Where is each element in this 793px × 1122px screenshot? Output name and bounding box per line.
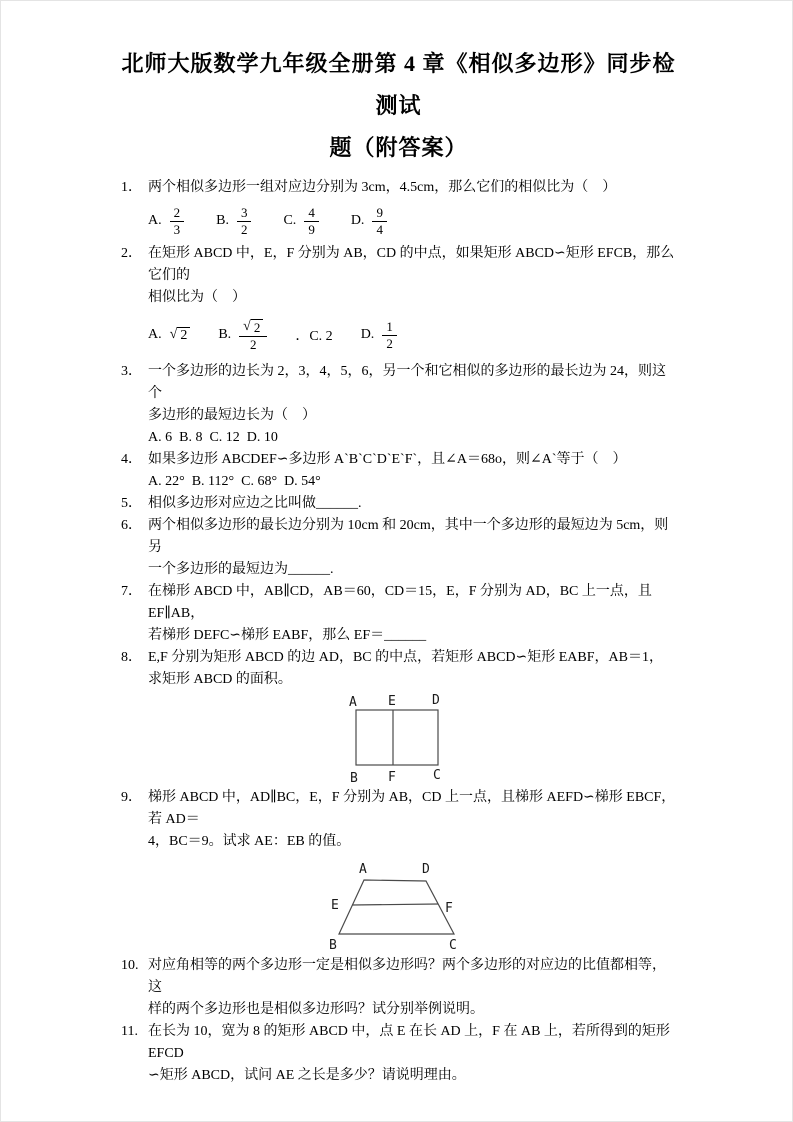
radical-sign: √ bbox=[169, 326, 178, 342]
vertex-label-b: B bbox=[329, 938, 337, 953]
figure-trapezoid-abcd bbox=[316, 856, 676, 954]
question-4-options: A. 22° B. 112° C. 68° D. 54° bbox=[148, 474, 321, 489]
question-number: 3． bbox=[121, 364, 142, 379]
radicand: 2 bbox=[177, 327, 190, 344]
question-2 bbox=[121, 243, 676, 361]
question-8 bbox=[121, 647, 676, 691]
fraction bbox=[304, 205, 319, 238]
question-5 bbox=[121, 493, 676, 515]
question-text: 求矩形 ABCD 的面积。 bbox=[148, 672, 292, 687]
vertex-label-c: C bbox=[433, 768, 441, 783]
question-6 bbox=[121, 515, 676, 581]
question-text: 两个相似多边形一组对应边分别为 3cm，4.5cm，那么它们的相似比为（ ） bbox=[148, 180, 617, 195]
fraction-numerator: 9 bbox=[372, 205, 387, 222]
question-2-options bbox=[148, 309, 676, 361]
vertex-label-a: A bbox=[359, 862, 367, 877]
question-1-options bbox=[148, 199, 676, 243]
trapezoid-shape bbox=[339, 880, 454, 934]
question-text: 在梯形 ABCD 中，AB∥CD，AB＝60，CD＝15，E，F 分别为 AD，BC 上一点，且 EF∥AB， bbox=[148, 584, 656, 621]
vertex-label-f: F bbox=[388, 770, 396, 785]
title-line-1: 北师大版数学九年级全册第 4 章《相似多边形》同步检测试 bbox=[121, 51, 676, 118]
question-number: 10. bbox=[121, 958, 139, 973]
fraction bbox=[170, 205, 185, 238]
question-text: 一个多边形的最短边为______. bbox=[148, 562, 334, 577]
question-number: 6． bbox=[121, 518, 142, 533]
question-text: 在矩形 ABCD 中，E，F 分别为 AB，CD 的中点，如果矩形 ABCD∽矩形 EFCB，那么它们的 bbox=[148, 246, 675, 283]
fraction-numerator: 1 bbox=[382, 319, 397, 336]
question-9 bbox=[121, 787, 676, 853]
question-text: 样的两个多边形也是相似多边形吗？试分别举例说明。 bbox=[148, 1002, 484, 1017]
title-line-2: 题（附答案） bbox=[329, 135, 468, 160]
question-text: 两个相似多边形的最长边分别为 10cm 和 20cm，其中一个多边形的最短边为 5cm，则另 bbox=[148, 518, 669, 555]
vertex-label-d: D bbox=[432, 693, 440, 708]
fraction-numerator: 2 bbox=[170, 205, 185, 222]
rectangle-diagram bbox=[336, 693, 461, 787]
vertex-label-c: C bbox=[449, 938, 457, 953]
option-label: D. bbox=[350, 213, 365, 228]
option-label: D. bbox=[360, 327, 375, 342]
question-text: 4，BC＝9。试求 AE：EB 的值。 bbox=[148, 834, 351, 849]
question-7 bbox=[121, 581, 676, 647]
question-number: 4． bbox=[121, 452, 142, 467]
fraction-numerator: 4 bbox=[304, 205, 319, 222]
question-text: E,F 分别为矩形 ABCD 的边 AD，BC 的中点，若矩形 ABCD∽矩形 EABF，AB＝1， bbox=[148, 650, 663, 665]
option-label: A. bbox=[148, 213, 162, 228]
question-text: 多边形的最短边长为（ ） bbox=[148, 408, 316, 423]
option-c bbox=[295, 325, 332, 345]
option-a bbox=[148, 327, 190, 344]
fraction-denominator: 4 bbox=[376, 221, 383, 237]
option-label: ．C. 2 bbox=[295, 329, 333, 344]
fraction bbox=[237, 205, 252, 238]
option-d bbox=[351, 205, 387, 238]
radicand: 2 bbox=[251, 319, 264, 336]
question-10 bbox=[121, 955, 676, 1021]
question-text: 若梯形 DEFC∽梯形 EABF，那么 EF＝______ bbox=[148, 628, 427, 643]
rectangle-shape bbox=[356, 710, 438, 765]
fraction-denominator: 2 bbox=[386, 335, 393, 351]
vertex-label-f: F bbox=[445, 901, 453, 916]
question-number: 11. bbox=[121, 1024, 138, 1039]
option-c bbox=[283, 205, 318, 238]
document-title bbox=[121, 43, 676, 169]
question-text: 如果多边形 ABCDEF∽多边形 A`B`C`D`E`F`，且∠A＝68o，则∠A`等于（ ） bbox=[148, 452, 627, 467]
fraction bbox=[372, 205, 387, 238]
radical-expression bbox=[170, 327, 191, 344]
radical-expression bbox=[243, 319, 263, 336]
vertex-label-d: D bbox=[422, 862, 430, 877]
fraction bbox=[382, 319, 397, 352]
question-text: ∽矩形 ABCD，试问 AE 之长是多少？请说明理由。 bbox=[148, 1068, 466, 1083]
vertex-label-e: E bbox=[388, 694, 396, 709]
question-1 bbox=[121, 177, 676, 243]
question-number: 7． bbox=[121, 584, 142, 599]
fraction-denominator: 9 bbox=[308, 221, 315, 237]
option-label: A. bbox=[148, 327, 162, 342]
option-b bbox=[216, 205, 251, 238]
question-text: 相似比为（ ） bbox=[148, 290, 246, 305]
option-label: B. bbox=[216, 213, 229, 228]
question-3 bbox=[121, 361, 676, 449]
question-number: 2． bbox=[121, 246, 142, 261]
question-number: 8． bbox=[121, 650, 142, 665]
question-text: 在长为 10，宽为 8 的矩形 ABCD 中，点 E 在长 AD 上，F 在 AB 上，若所得到的矩形 EFCD bbox=[148, 1024, 674, 1061]
option-label: B. bbox=[218, 327, 232, 342]
question-11 bbox=[121, 1021, 676, 1087]
option-d bbox=[361, 319, 397, 352]
trapezoid-diagram bbox=[316, 856, 471, 954]
vertex-label-b: B bbox=[350, 771, 358, 786]
question-4 bbox=[121, 449, 676, 493]
question-number: 9． bbox=[121, 790, 142, 805]
question-text: 梯形 ABCD 中，AD∥BC，E，F 分别为 AB，CD 上一点，且梯形 AEFD∽梯形 EBCF，若 AD＝ bbox=[148, 790, 676, 827]
question-3-options: A. 6 B. 8 C. 12 D. 10 bbox=[148, 430, 278, 445]
fraction-denominator: 2 bbox=[240, 221, 248, 237]
vertex-label-a: A bbox=[349, 695, 357, 710]
option-a bbox=[148, 205, 184, 238]
segment-ef bbox=[352, 904, 438, 905]
fraction-numerator: 3 bbox=[237, 205, 252, 222]
question-number: 5． bbox=[121, 496, 142, 511]
option-b bbox=[218, 318, 267, 353]
question-text: 对应角相等的两个多边形一定是相似多边形吗？两个多边形的对应边的比值都相等，这 bbox=[148, 958, 666, 995]
radical-sign: √ bbox=[243, 318, 251, 334]
fraction-numerator bbox=[239, 318, 267, 337]
figure-rectangle-abcd bbox=[336, 693, 676, 787]
vertex-label-e: E bbox=[331, 898, 339, 913]
question-text: 一个多边形的边长为 2，3，4，5，6，另一个和它相似的多边形的最长边为 24，则这个 bbox=[148, 364, 666, 401]
fraction-denominator: 2 bbox=[250, 336, 257, 352]
option-label: C. bbox=[283, 213, 297, 228]
fraction bbox=[239, 318, 267, 353]
question-number: 1． bbox=[121, 180, 142, 195]
fraction-denominator: 3 bbox=[173, 221, 181, 237]
question-text: 相似多边形对应边之比叫做______. bbox=[148, 496, 362, 511]
